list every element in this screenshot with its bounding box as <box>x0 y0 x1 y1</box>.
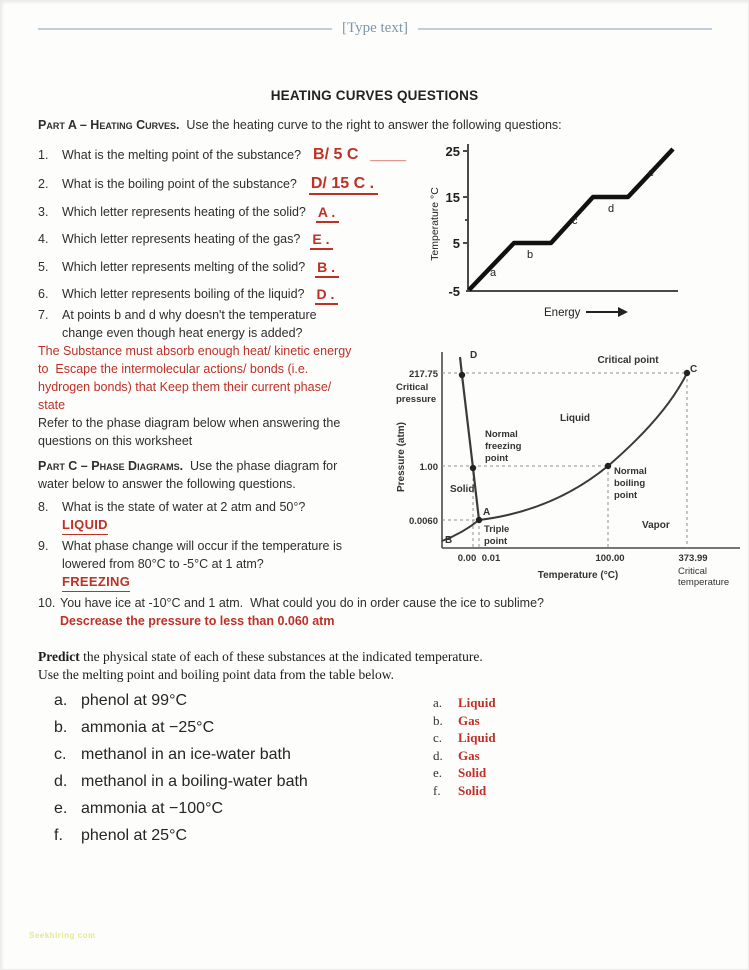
region-vapor-label: Vapor <box>642 520 670 531</box>
ytick-critical-pressure: 217.75 <box>408 369 438 380</box>
fusion-line <box>460 357 479 520</box>
question-8-answer <box>62 516 108 535</box>
header-placeholder-text: [Type text] <box>342 20 409 36</box>
x-axis-label: Temperature (°C) <box>537 570 619 581</box>
question-text: Which letter represents heating of the solid? <box>62 205 306 219</box>
xtick-100: 100.00 <box>595 553 625 564</box>
item-letter: a. <box>54 692 68 709</box>
answer-letter: f. <box>433 782 441 798</box>
item-letter: b. <box>54 719 68 736</box>
question-1-answer: B/ 5 C <box>313 146 359 163</box>
answer-item <box>433 729 496 747</box>
answer-text: Gas <box>458 747 480 763</box>
answer-text: Liquid <box>458 695 496 710</box>
x-axis-label: Energy <box>544 307 581 319</box>
predict-rest: the physical state of each of these substances at the indicated temperature. <box>79 649 483 664</box>
item-text: ammonia at −100°C <box>81 800 224 817</box>
predict-line1 <box>38 648 598 666</box>
triple-line2: point <box>484 536 508 547</box>
critical-temp-label2: temperature <box>678 577 730 588</box>
y-axis-label: Pressure (atm) <box>396 421 407 493</box>
answer-item <box>433 712 496 730</box>
ytick-15: 15 <box>445 190 460 205</box>
answer-line: The Substance must absorb enough heat/ kinetic energy <box>38 344 352 358</box>
question-number: 8. <box>38 500 49 514</box>
question-2-answer: D/ 15 C . <box>309 175 378 195</box>
answer-text: Liquid <box>458 730 496 745</box>
predict-paragraph <box>38 648 598 684</box>
answer-text: Gas <box>458 712 480 728</box>
question-9-line2: lowered from 80°C to -5°C at 1 atm? <box>62 557 264 571</box>
site-watermark: Seekhiring com <box>29 931 96 940</box>
region-solid-label: Solid <box>450 484 475 495</box>
question-4-answer: E . <box>310 230 333 250</box>
answer-line: to Escape the intermolecular actions/ bonds (i.e. <box>38 362 309 376</box>
refer-line2: questions on this worksheet <box>38 434 193 448</box>
xtick-000: 0.00 <box>457 553 477 564</box>
critical-pressure-label1: Critical <box>396 382 429 393</box>
point-b-label: B <box>445 535 453 546</box>
answer-text: Solid <box>458 782 487 798</box>
question-9-answer <box>62 573 130 592</box>
segment-b-label: b <box>527 249 534 261</box>
question-4 <box>38 230 333 250</box>
energy-arrowhead <box>618 307 628 317</box>
part-c-intro1: Use the phase diagram for <box>183 459 338 473</box>
question-7 <box>38 306 392 342</box>
y-axis-label: Temperature °C <box>429 187 441 261</box>
list-item <box>54 715 308 740</box>
nfp-line2: freezing <box>485 441 522 452</box>
list-item <box>54 796 308 821</box>
segment-c-label: c <box>572 215 578 227</box>
question-text <box>62 306 392 342</box>
answer-letter: b. <box>433 712 443 728</box>
answer-liquid: LIQUID <box>62 516 108 535</box>
item-letter: f. <box>54 827 63 844</box>
question-number: 4. <box>38 232 49 246</box>
part-c-line1 <box>38 457 418 475</box>
nfp-line1: Normal <box>485 429 518 440</box>
question-text: What is the melting point of the substance? <box>62 148 302 162</box>
question-8 <box>38 498 305 516</box>
question-10 <box>38 594 718 612</box>
answer-item <box>433 694 496 712</box>
answer-letter: d. <box>433 747 443 763</box>
question-9-line1: What phase change will occur if the temperature is <box>62 539 342 553</box>
item-text: phenol at 99°C <box>81 692 188 709</box>
item-text: methanol in an ice-water bath <box>81 746 291 763</box>
ytick-neg5: -5 <box>448 284 460 299</box>
question-3 <box>38 203 339 223</box>
question-2 <box>38 175 378 195</box>
answer-freezing: FREEZING <box>62 573 130 592</box>
part-c-intro2: water below to answer the following questions. <box>38 477 296 491</box>
answer-letter: e. <box>433 765 443 780</box>
part-a-heading <box>38 116 718 134</box>
point-d-label: D <box>470 350 478 361</box>
predict-bold: Predict <box>38 649 80 664</box>
nbp-line3: point <box>614 490 638 501</box>
question-1-answer-blank: ____ <box>370 146 406 163</box>
question-text: What is the boiling point of the substance? <box>62 177 297 191</box>
answer-item <box>433 764 496 782</box>
part-c-label: Part C – Phase Diagrams. <box>38 459 184 473</box>
question-5-answer: B . <box>315 258 339 278</box>
question-number: 10. <box>38 596 56 610</box>
critical-point-label: Critical point <box>597 355 659 366</box>
list-item <box>54 823 308 848</box>
substance-list <box>54 688 308 848</box>
question-number: 6. <box>38 287 49 301</box>
predict-line2: Use the melting point and boiling point data from the table below. <box>38 667 395 682</box>
question-text: Which letter represents boiling of the liquid? <box>62 287 305 301</box>
question-number: 1. <box>38 148 49 162</box>
part-a-label: Part A – Heating Curves. <box>38 118 180 132</box>
question-9 <box>38 537 402 573</box>
answer-sublime: Descrease the pressure to less than 0.060 atm <box>60 614 335 628</box>
question-number: 3. <box>38 205 49 219</box>
question-number: 7. <box>38 308 49 322</box>
answer-item <box>433 782 496 800</box>
answer-letter: c. <box>433 730 443 745</box>
answer-text: Solid <box>458 765 487 780</box>
question-1 <box>38 146 406 164</box>
question-10-answer <box>60 612 334 630</box>
ytick-25: 25 <box>445 144 460 159</box>
list-item <box>54 769 308 794</box>
point-a-label: A <box>483 507 491 518</box>
refer-line1: Refer to the phase diagram below when answering the <box>38 416 341 430</box>
page-title: HEATING CURVES QUESTIONS <box>270 88 479 103</box>
nbp-line1: Normal <box>614 466 647 477</box>
heating-curve-line <box>469 149 673 290</box>
item-text: phenol at 25°C <box>81 827 188 844</box>
item-letter: e. <box>54 800 68 817</box>
nfp-line3: point <box>485 453 509 464</box>
question-text: You have ice at -10°C and 1 atm. What could you do in order cause the ice to sublime? <box>60 596 544 610</box>
answer-item <box>433 747 496 765</box>
answer-letter: a. <box>433 695 443 710</box>
nbp-line2: boiling <box>614 478 646 489</box>
question-6-answer: D . <box>315 285 339 305</box>
item-text: methanol in a boiling-water bath <box>81 773 308 790</box>
segment-d-label: d <box>608 203 615 215</box>
heating-curve-figure <box>426 136 736 328</box>
xtick-37399: 373.99 <box>678 553 708 564</box>
question-text: Which letter represents melting of the solid? <box>62 260 306 274</box>
question-number: 2. <box>38 177 49 191</box>
header-rule-right <box>418 28 712 30</box>
question-text: What is the state of water at 2 atm and 50°? <box>62 500 306 514</box>
ytick-0006: 0.0060 <box>408 516 438 527</box>
segment-e-label: e <box>648 167 655 179</box>
critical-pressure-label2: pressure <box>396 394 437 405</box>
answer-line: state <box>38 398 66 412</box>
page-header <box>38 20 712 37</box>
ytick-1atm: 1.00 <box>419 462 438 473</box>
question-7-line1: At points b and d why doesn't the temperature <box>62 308 317 322</box>
item-text: ammonia at −25°C <box>81 719 215 736</box>
question-7-line2: change even though heat energy is added? <box>62 326 303 340</box>
critical-temp-label1: Critical <box>678 566 708 577</box>
xtick-001: 0.01 <box>481 553 501 564</box>
question-text <box>62 537 402 573</box>
question-3-answer: A . <box>316 203 339 223</box>
part-c-heading <box>38 457 418 493</box>
region-liquid-label: Liquid <box>560 413 590 424</box>
triple-line1: Triple <box>484 524 510 535</box>
item-letter: d. <box>54 773 68 790</box>
question-number: 5. <box>38 260 49 274</box>
ytick-5: 5 <box>452 236 460 251</box>
question-text: Which letter represents heating of the gas? <box>62 232 301 246</box>
item-letter: c. <box>54 746 67 763</box>
question-5 <box>38 258 339 278</box>
answer-line: hydrogen bonds) that Keep them their current phase/ <box>38 380 332 394</box>
point-c-label: C <box>690 364 698 375</box>
refer-note <box>38 414 418 450</box>
segment-a-label: a <box>490 267 497 279</box>
list-item <box>54 688 308 713</box>
header-rule-left <box>38 28 332 30</box>
question-number: 9. <box>38 539 49 553</box>
answer-list <box>433 694 496 799</box>
question-7-answer <box>38 342 423 414</box>
phase-diagram-figure <box>388 342 749 592</box>
part-a-intro: Use the heating curve to the right to answer the following questions: <box>179 118 562 132</box>
question-6 <box>38 285 338 305</box>
list-item <box>54 742 308 767</box>
